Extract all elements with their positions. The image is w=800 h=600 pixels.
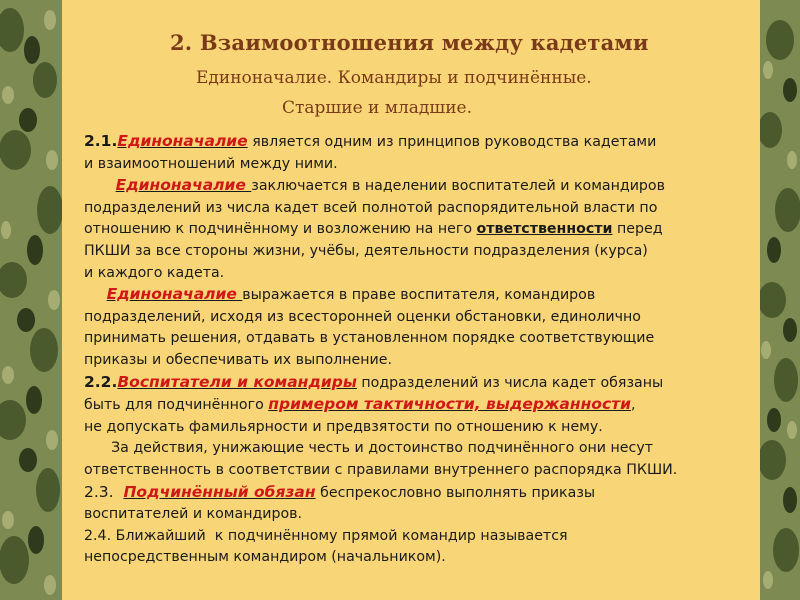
term-edinonachalie: Единоначалие	[115, 176, 252, 195]
term-edinonachalie: Единоначалие	[117, 132, 248, 150]
slide-body	[84, 131, 744, 569]
term-subordinate-obliged: Подчинённый обязан	[123, 482, 316, 501]
slide-panel	[62, 0, 760, 600]
slide-title: 2. Взаимоотношения между кадетами	[170, 30, 649, 55]
paragraph-2-1: 2.1.Единоначалие является одним из принципов руководства кадетами и взаимоотношений между ними.	[84, 132, 657, 172]
paragraph-2-3: 2.3. Подчинённый обязан беспрекословно выполнять приказы воспитателей и командиров.	[84, 482, 596, 523]
term-example-tact: примером тактичности, выдержанности	[268, 395, 631, 414]
paragraph-2-2: 2.2.Воспитатели и командиры подразделений из числа кадет обязаны быть для подчинённого примером тактичности, выдержанности, не допускать фамильярности и предвзятости по отношению к нему.	[84, 372, 664, 435]
term-educators-commanders: Воспитатели и командиры	[117, 372, 357, 391]
slide-subtitle-line2: Старшие и младшие.	[282, 98, 472, 118]
camouflage-border-right	[760, 0, 800, 600]
paragraph-responsibility: За действия, унижающие честь и достоинство подчинённого они несут ответственность в соответствии с правилами внутреннего распорядка ПКШИ.	[84, 440, 678, 478]
paragraph-edinonachalie-definition: Единоначалие заключается в наделении воспитателей и командиров подразделений из числа кадет всей полнотой распорядительной власти по отношению к подчинённому и возложению на него ответственности перед ПКШИ за все стороны жизни, учёбы, деятельности подразделения (курса) и каждого кадета.	[84, 176, 665, 281]
term-responsibility: ответственности	[476, 221, 613, 238]
paragraph-2-4: 2.4. Ближайший к подчинённому прямой командир называется непосредственным командиром (начальником).	[84, 527, 568, 566]
paragraph-edinonachalie-rights: Единоначалие выражается в праве воспитателя, командиров подразделений, исходя из всесторонней оценки обстановки, единолично принимать решения, отдавать в установленном порядке соответствующие приказы и обеспечивать их выполнение.	[84, 285, 655, 368]
camouflage-border-left	[0, 0, 62, 600]
slide-subtitle-line1: Единоначалие. Командиры и подчинённые.	[196, 68, 592, 88]
term-edinonachalie: Единоначалие	[106, 285, 243, 304]
